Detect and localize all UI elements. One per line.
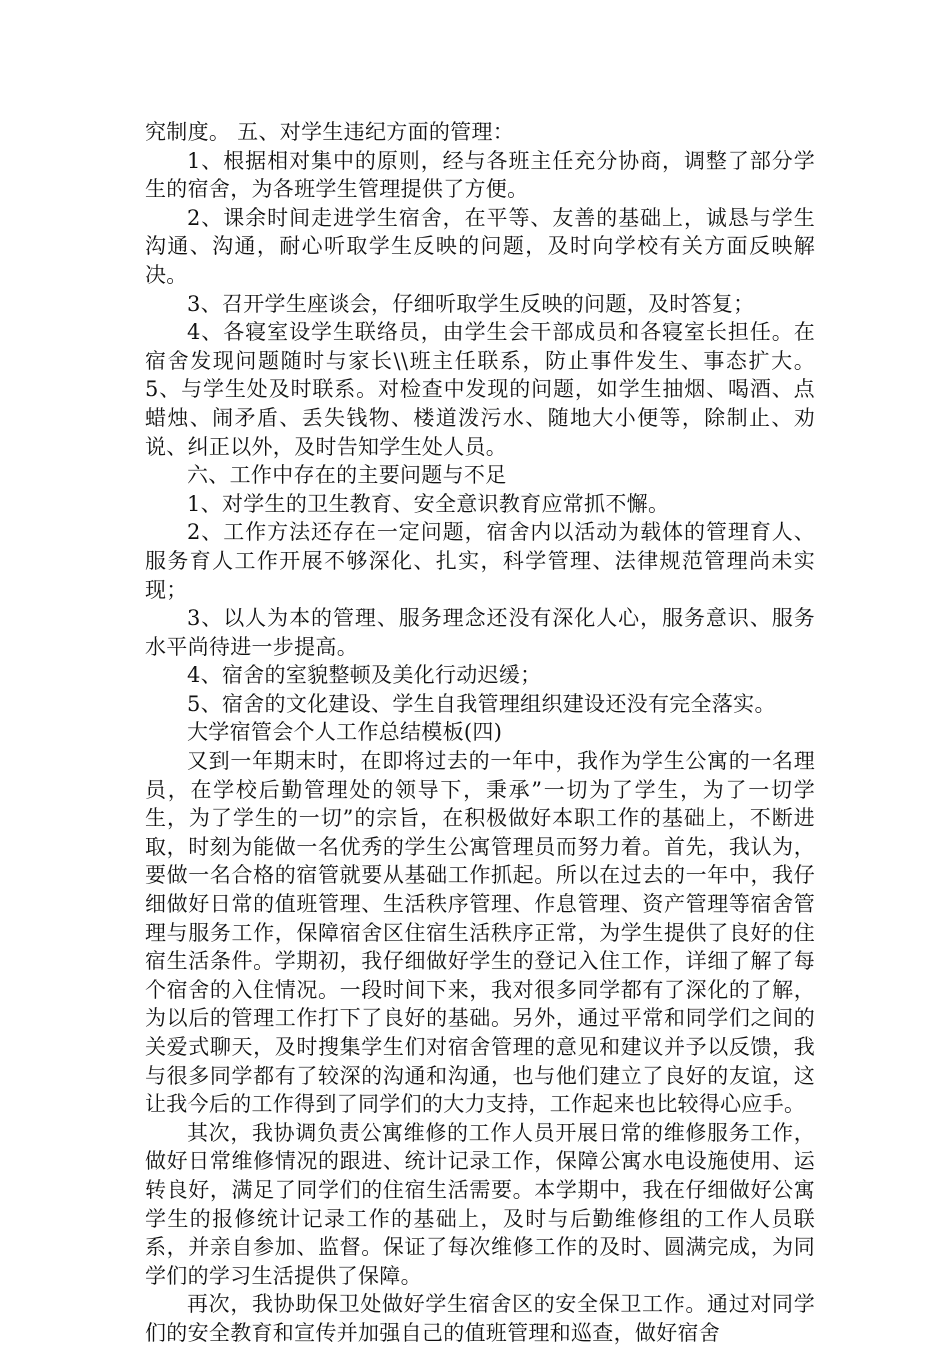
paragraph: 3、召开学生座谈会，仔细听取学生反映的问题，及时答复； [187, 291, 755, 316]
paragraph: 又到一年期末时，在即将过去的一年中，我作为学生公寓的一名理员，在学校后勤管理处的领导下，秉承”一切为了学生，为了一切学生，为了学生的一切”的宗旨，在积极做好本职工作的基础上，不断进取，时刻为能做一名优秀的学生公寓管理员而努力着。首先，我认为，要做一名合格的宿管就要从基础工作抓起。所以在过去的一年中，我仔细做好日常的值班管理、生活秩序管理、作息管理、资产管理等宿舍管理与服务工作，保障宿舍区住宿生活秩序正常，为学生提供了良好的住宿生活条件。学期初，我仔细做好学生的登记入住工作，详细了解了每个宿舍的入住情况。一段时间下来，我对很多同学都有了深化的了解，为以后的管理工作打下了良好的基础。另外，通过平常和同学们之间的关爱式聊天，及时搜集学生们对宿舍管理的意见和建议并予以反馈，我与很多同学都有了较深的沟通和沟通，也与他们建立了良好的友谊，这让我今后的工作得到了同学们的大力支持，工作起来也比较得心应手。 [145, 749, 815, 1117]
document-body [145, 118, 815, 1348]
section-heading: 六、工作中存在的主要问题与不足 [187, 463, 507, 488]
paragraph: 1、对学生的卫生教育、安全意识教育应常抓不懈。 [187, 491, 670, 516]
paragraph: 其次，我协调负责公寓维修的工作人员开展日常的维修服务工作，做好日常维修情况的跟进、统计记录工作，保障公寓水电设施使用、运转良好，满足了同学们的住宿生活需要。本学期中，我在仔细做好公寓学生的报修统计记录工作的基础上，及时与后勤维修组的工作人员联系，并亲自参加、监督。保证了每次维修工作的及时、圆满完成，为同学们的学习生活提供了保障。 [145, 1120, 815, 1288]
paragraph: 2、工作方法还存在一定问题，宿舍内以活动为载体的管理育人、服务育人工作开展不够深化、扎实，科学管理、法律规范管理尚未实现； [145, 520, 815, 602]
paragraph: 4、各寝室设学生联络员，由学生会干部成员和各寝室长担任。在宿舍发现问题随时与家长\\班主任联系，防止事件发生、事态扩大。 5、与学生处及时联系。对检查中发现的问题，如学生抽烟、喝酒、点蜡烛、闹矛盾、丢失钱物、楼道泼污水、随地大小便等，除制止、劝说、纠正以外，及时告知学生处人员。 [145, 320, 815, 459]
paragraph: 2、课余时间走进学生宿舍，在平等、友善的基础上，诚恳与学生沟通、沟通，耐心听取学生反映的问题，及时向学校有关方面反映解决。 [145, 205, 815, 287]
paragraph: 再次，我协助保卫处做好学生宿舍区的安全保卫工作。通过对同学们的安全教育和宣传并加强自己的值班管理和巡查，做好宿舍 [145, 1292, 815, 1345]
paragraph: 4、宿舍的室貌整顿及美化行动迟缓； [187, 663, 542, 688]
paragraph: 究制度。 五、对学生违纪方面的管理： [145, 120, 515, 144]
document-title: 大学宿管会个人工作总结模板(四) [187, 720, 503, 745]
paragraph: 1、根据相对集中的原则，经与各班主任充分协商，调整了部分学生的宿舍，为各班学生管理提供了方便。 [145, 148, 815, 202]
paragraph: 3、以人为本的管理、服务理念还没有深化人心，服务意识、服务水平尚待进一步提高。 [145, 606, 815, 659]
paragraph: 5、宿舍的文化建设、学生自我管理组织建设还没有完全落实。 [187, 691, 776, 716]
